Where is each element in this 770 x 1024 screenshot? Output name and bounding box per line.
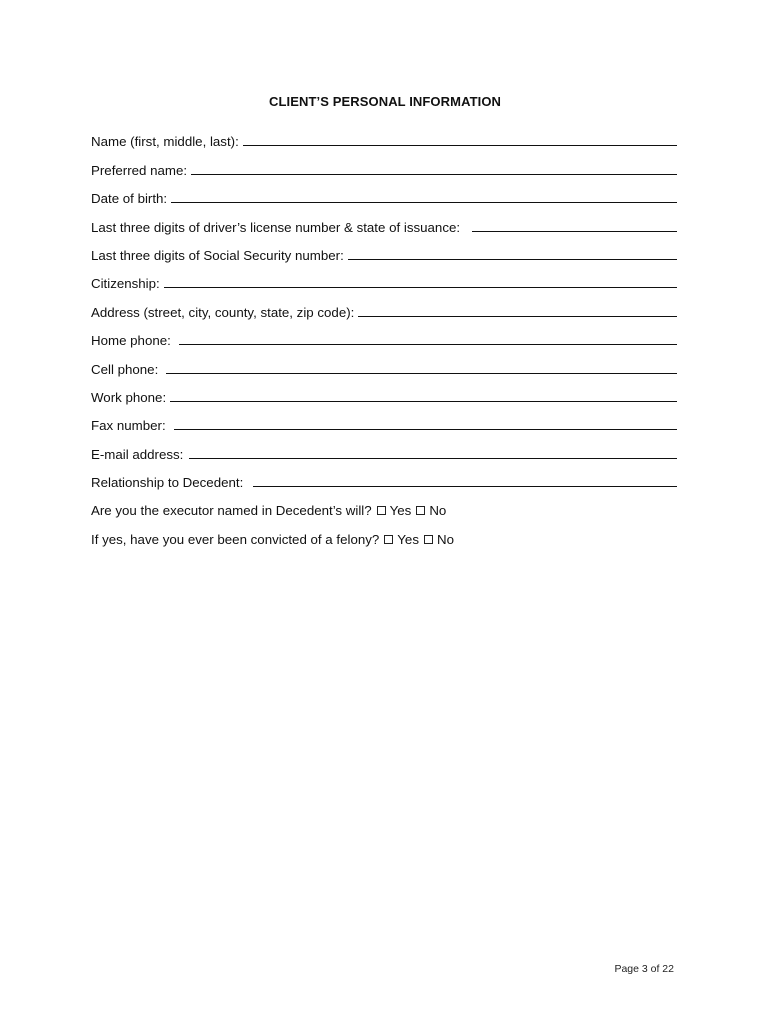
cell-phone-input-line[interactable] [166,373,677,374]
field-row-citizenship [91,263,677,291]
option-label: No [429,503,447,519]
field-label: E-mail address: [91,446,184,462]
field-row-home-phone [91,320,677,348]
work-phone-input-line[interactable] [170,401,677,402]
personal-info-form [91,121,677,547]
field-label: Date of birth: [91,191,168,207]
field-row-relationship [91,462,677,490]
citizenship-input-line[interactable] [164,287,677,288]
relationship-input-line[interactable] [253,486,677,487]
executor-no-option[interactable] [416,503,446,518]
ssn-input-line[interactable] [348,259,677,260]
option-label: No [436,531,454,547]
field-row-fax-number [91,405,677,433]
name-input-line[interactable] [243,145,677,146]
field-row-cell-phone [91,348,677,376]
field-row-preferred-name [91,149,677,177]
field-label: Relationship to Decedent: [91,475,244,491]
field-row-address [91,291,677,319]
question-felony [91,518,677,546]
page-number: Page 3 of 22 [614,963,674,975]
field-label: Home phone: [91,333,171,349]
field-label: Cell phone: [91,361,159,377]
address-input-line[interactable] [358,316,677,317]
question-executor [91,490,677,518]
executor-yes-option[interactable] [377,503,412,518]
field-row-ssn [91,235,677,263]
field-label: Fax number: [91,418,166,434]
home-phone-input-line[interactable] [179,344,677,345]
email-input-line[interactable] [189,458,677,459]
option-label: Yes [397,531,419,547]
preferred-name-input-line[interactable] [191,174,677,175]
field-row-date-of-birth [91,178,677,206]
field-label: Preferred name: [91,162,188,178]
date-of-birth-input-line[interactable] [171,202,677,203]
field-label: Last three digits of Social Security number: [91,247,344,263]
checkbox-icon[interactable] [384,535,393,544]
felony-no-option[interactable] [424,532,454,547]
checkbox-icon[interactable] [424,535,433,544]
question-text: If yes, have you ever been convicted of a felony? [91,531,380,547]
field-label: Citizenship: [91,276,160,292]
field-label: Last three digits of driver’s license number & state of issuance: [91,219,461,235]
field-label: Name (first, middle, last): [91,134,239,150]
field-row-drivers-license [91,206,677,234]
question-text: Are you the executor named in Decedent’s will? [91,503,372,519]
field-row-email [91,433,677,461]
checkbox-icon[interactable] [416,506,425,515]
drivers-license-input-line[interactable] [472,231,677,232]
field-label: Work phone: [91,389,167,405]
option-label: Yes [389,503,412,519]
fax-number-input-line[interactable] [174,429,677,430]
checkbox-icon[interactable] [377,506,386,515]
field-label: Address (street, city, county, state, zip code): [91,304,355,320]
field-row-work-phone [91,377,677,405]
felony-yes-option[interactable] [384,532,419,547]
field-row-name [91,121,677,149]
form-title: CLIENT’S PERSONAL INFORMATION [268,94,502,109]
